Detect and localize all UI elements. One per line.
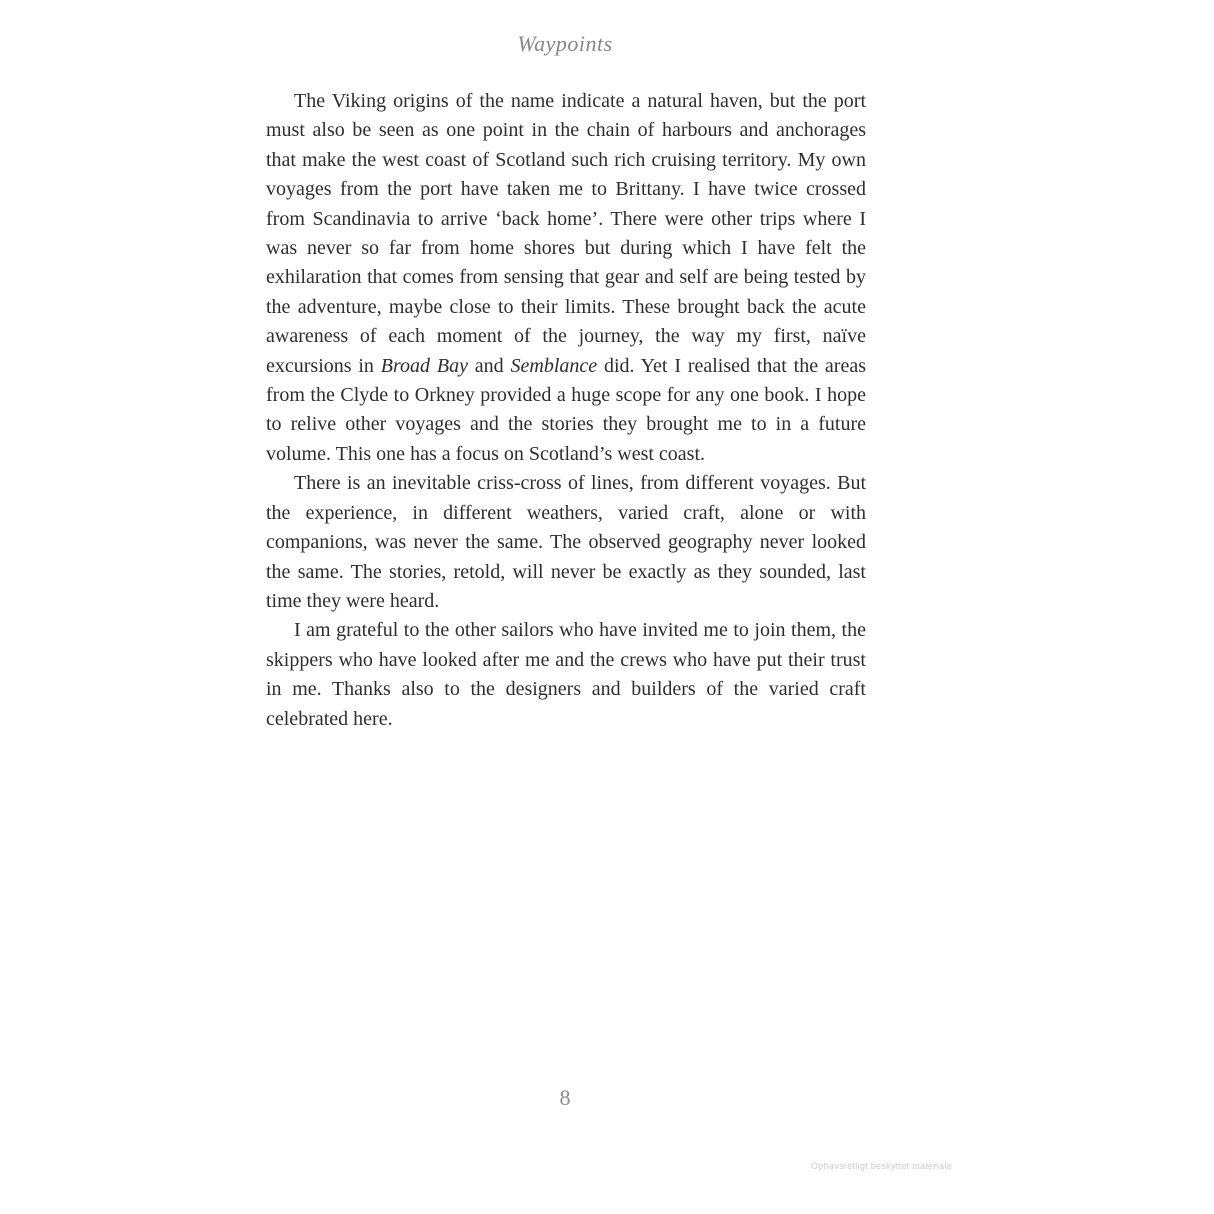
text-run: did. Yet I realised that the areas from the Clyde to Orkney provided a huge scope for any one book. I hope to relive other voyages and the stories they brought me to in a future volume. This one has a focus on Scotland’s west coast. — [266, 354, 866, 465]
paragraph — [266, 469, 866, 616]
copyright-watermark: Ophavsretligt beskyttet materiale — [811, 1161, 952, 1171]
paragraph — [266, 87, 866, 469]
text-run: and — [467, 354, 511, 377]
text-run: I am grateful to the other sailors who have invited me to join them, the skippers who have looked after me and the crews who have put their trust in me. Thanks also to the designers and builders of the varied craft celebrated here. — [266, 619, 866, 730]
text-run: The Viking origins of the name indicate a natural haven, but the port must also be seen as one point in the chain of harbours and anchorages that make the west coast of Scotland such rich cruising territory. My own voyages from the port have taken me to Brittany. I have twice crossed from Scandinavia to arrive ‘back home’. There were other trips where I was never so far from home shores but during which I have felt the exhilaration that comes from sensing that gear and self are being tested by the adventure, maybe close to their limits. These brought back the acute awareness of each moment of the journey, the way my first, naïve excursions in — [266, 90, 866, 377]
text-run: There is an inevitable criss-cross of lines, from different voyages. But the experience, in different weathers, varied craft, alone or with companions, was never the same. The observed geography never looked the same. The stories, retold, will never be exactly as they sounded, last time they were heard. — [266, 472, 866, 612]
italic-text-run: Broad Bay — [380, 354, 468, 377]
page-number: 8 — [559, 1085, 571, 1110]
italic-text-run: Semblance — [510, 354, 598, 377]
paragraph — [266, 616, 866, 734]
running-head: Waypoints — [517, 31, 613, 56]
text-column — [266, 87, 866, 734]
